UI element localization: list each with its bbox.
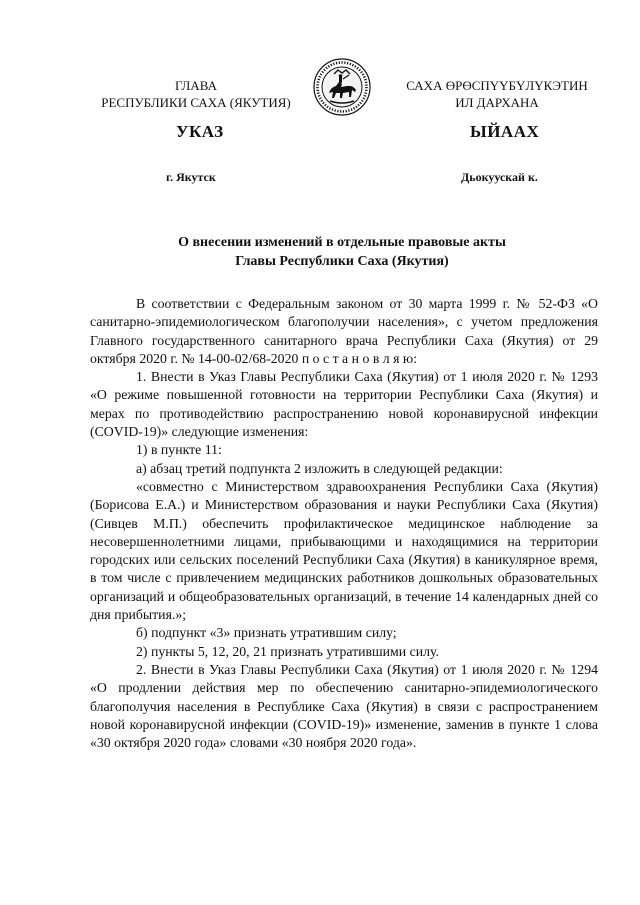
header-left-line1: ГЛАВА [175,78,217,93]
decree-title [80,233,604,271]
paragraph-subitem-a: а) абзац третий подпункта 2 изложить в следующей редакции: [136,460,503,476]
paragraph-preamble: В соответствии с Федеральным законом от 30 марта 1999 г. № 52-ФЗ «О санитарно-эпидемиологическом благополучии населения», с учетом предложения Главного государственного санитарного врача Республики Саха (Якутия) от 29 октября 2020 г. № 14-00-02/68-2020 п о с т а н о в л я ю: [90,296,598,366]
header-right [378,77,616,111]
header-left-line2: РЕСПУБЛИКИ САХА (ЯКУТИЯ) [101,95,291,110]
title-line2: Главы Республики Саха (Якутия) [235,254,449,269]
header-right-line1: САХА ӨРӨСПҮҮБҮЛҮКЭТИН [406,78,588,93]
header-left [80,77,312,111]
paragraph-subitem-2: 2) пункты 5, 12, 20, 21 признать утратившими силу. [136,643,439,659]
header-right-line2: ИЛ ДАРХАНА [455,95,539,110]
paragraph-item-1: 1. Внести в Указ Главы Республики Саха (Якутия) от 1 июля 2020 г. № 1293 «О режиме повышенной готовности на территории Республики Саха (Якутия) и мерах по противодействию распространению новой коронавирусной инфекции (COVID-19)» следующие изменения: [90,369,598,440]
coat-of-arms-sakha-icon [312,57,372,117]
paragraph-quote: «совместно с Министерством здравоохранения Республики Саха (Якутия) (Борисова Е.А.) и Министерством образования и науки Республики Саха (Якутия) (Сивцев М.П.) обеспечить профилактическое медицинское наблюдение за несовершеннолетними лицами, прибывающими и находящимися на территории городских или сельских поселений Республики Саха (Якутия) в каникулярное время, в том числе с привлечением медицинских работников дошкольных образовательных организаций и общеобразовательных организаций, в течение 14 календарных дней со дня прибытия.»; [90,478,598,623]
title-line1: О внесении изменений в отдельные правовые акты [178,235,506,250]
doc-type-sakha: ЫЙААХ [470,122,540,141]
city-sakha: Дьокуускай к. [461,170,538,184]
city-ru: г. Якутск [166,170,216,184]
paragraph-item-2: 2. Внести в Указ Главы Республики Саха (Якутия) от 1 июля 2020 г. № 1294 «О продлении действия мер по обеспечению санитарно-эпидемиологического благополучия населения в Республике Саха (Якутия) в связи с распространением новой коронавирусной инфекции (COVID-19)» изменение, заменив в пункте 1 слова «30 октября 2020 года» словами «30 ноября 2020 года». [90,661,598,751]
paragraph-subitem-1: 1) в пункте 11: [136,442,222,458]
paragraph-subitem-b: б) подпункт «3» признать утратившим силу; [136,625,397,641]
doc-type-ru: УКАЗ [176,122,224,141]
decree-body [90,295,598,752]
